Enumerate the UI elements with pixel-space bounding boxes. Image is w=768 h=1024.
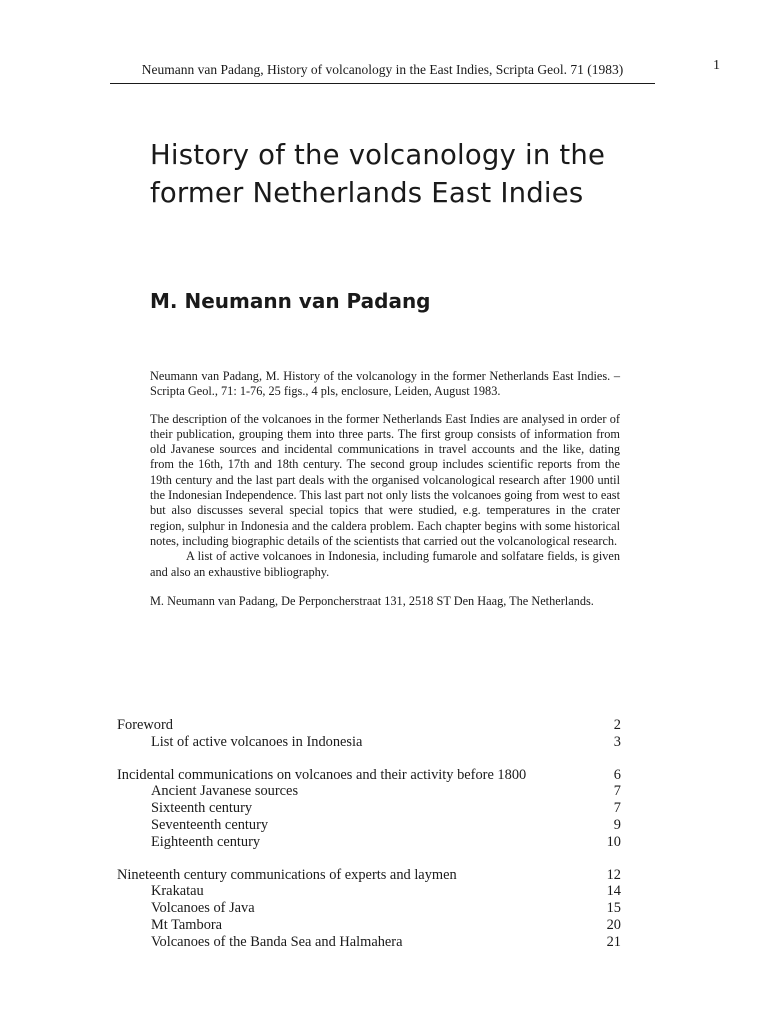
toc-subentry-title: List of active volcanoes in Indonesia (151, 733, 363, 750)
abstract-section (150, 369, 620, 609)
toc-subentry-page: 10 (606, 833, 621, 850)
toc-subentry-page: 20 (606, 916, 621, 933)
abstract-paragraph: The description of the volcanoes in the former Netherlands East Indies are analysed in order of their publication, grouping them into three parts. The first group consists of information from old Javanese sources and incidental communications in travel accounts and the like, dating from the 16th, 17th and 18th century. The second group includes scientific reports from the 19th century and the last part deals with the organised volcanological research after 1900 until the Indonesian Independence. This last part not only lists the volcanoes going from west to east but also discusses several special topics that were studied, e.g. temperatures in the crater region, sulphur in Indonesia and the caldera problem. Each chapter begins with some historical notes, including biographic details of the scientists that carried out the volcanological research. (150, 411, 620, 548)
toc-entry[interactable] (117, 767, 621, 784)
toc-entry-title: Incidental communications on volcanoes and their activity before 1800 (117, 766, 527, 783)
toc-subentry-page: 21 (606, 933, 621, 950)
running-header: Neumann van Padang, History of volcanology in the East Indies, Scripta Geol. 71 (1983) (141, 62, 624, 77)
toc-subentry-title: Volcanoes of the Banda Sea and Halmahera (151, 933, 403, 950)
toc-subentry[interactable] (117, 817, 621, 834)
toc-entry-page: 6 (613, 766, 621, 783)
toc-subentry-title: Seventeenth century (151, 816, 269, 833)
title-line-1: History of the volcanology in the (150, 139, 606, 171)
abstract-paragraph-continued: A list of active volcanoes in Indonesia, including fumarole and solfatare fields, is given and also an exhaustive bibliography. (150, 549, 620, 579)
toc-subentry[interactable] (117, 834, 621, 851)
page-number: 1 (713, 58, 720, 73)
toc-entry-title: Nineteenth century communications of experts and laymen (117, 866, 457, 883)
toc-subentry[interactable] (117, 883, 621, 900)
toc-subentry[interactable] (117, 800, 621, 817)
toc-subentry-title: Eighteenth century (151, 833, 261, 850)
toc-entry-page: 2 (613, 717, 621, 733)
toc-subentry-title: Sixteenth century (151, 800, 253, 817)
toc-entry[interactable] (117, 717, 621, 734)
toc-entry[interactable] (117, 867, 621, 884)
table-of-contents (117, 717, 621, 967)
author-name: M. Neumann van Padang (150, 289, 431, 313)
toc-subentry-title: Ancient Javanese sources (151, 783, 299, 800)
toc-subentry[interactable] (117, 917, 621, 934)
toc-subentry-page: 15 (606, 900, 621, 917)
toc-subentry[interactable] (117, 900, 621, 917)
toc-subentry-page: 14 (606, 883, 621, 900)
toc-subentry-page: 7 (613, 783, 621, 800)
toc-subentry-page: 7 (613, 800, 621, 817)
paper-title (150, 136, 710, 212)
toc-entry-title: Foreword (117, 717, 173, 733)
toc-subentry[interactable] (117, 934, 621, 951)
header-rule (110, 83, 655, 84)
toc-entry-page: 12 (606, 866, 621, 883)
toc-subentry[interactable] (117, 783, 621, 800)
toc-section (117, 717, 621, 751)
toc-subentry-page: 3 (613, 733, 621, 750)
toc-subentry-page: 9 (613, 816, 621, 833)
toc-subentry-title: Volcanoes of Java (151, 900, 255, 917)
citation: Neumann van Padang, M. History of the volcanology in the former Netherlands East Indies. – Scripta Geol., 71: 1-76, 25 figs., 4 pls, enclosure, Leiden, August 1983. (150, 369, 620, 399)
author-address: M. Neumann van Padang, De Perponcherstraat 131, 2518 ST Den Haag, The Netherlands. (150, 593, 594, 608)
toc-subentry[interactable] (117, 734, 621, 751)
toc-section (117, 767, 621, 851)
toc-section (117, 867, 621, 951)
toc-subentry-title: Mt Tambora (151, 916, 223, 933)
toc-subentry-title: Krakatau (151, 883, 204, 900)
title-line-2: former Netherlands East Indies (150, 177, 584, 209)
